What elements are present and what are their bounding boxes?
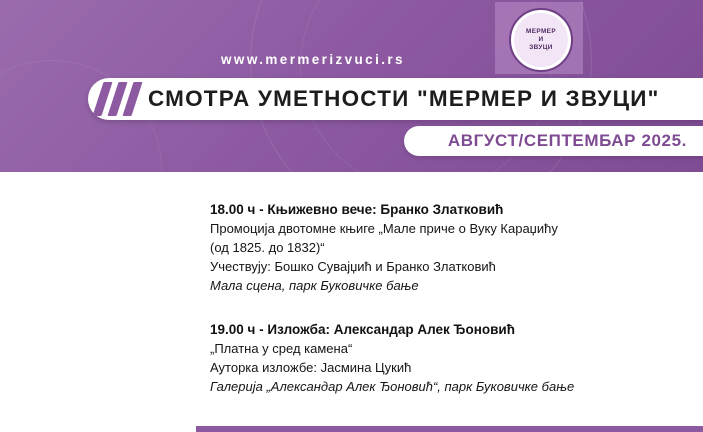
logo-emblem-icon: [509, 8, 573, 72]
program-line: 19.00 ч - Изложба: Александар Алек Ђоновић: [210, 322, 515, 337]
program-entry-date: 08. СЕПТЕМБАР: [40, 320, 150, 334]
program-separator: [36, 292, 162, 293]
program-line: (од 1825. до 1832)“: [210, 240, 325, 255]
slashes-decoration-icon: [96, 82, 152, 116]
program-entry-body: [210, 320, 680, 396]
logo-line-1: МЕРМЕР: [525, 28, 556, 35]
page-title: СМОТРА УМЕТНОСТИ "МЕРМЕР И ЗВУЦИ": [148, 86, 660, 111]
website-url[interactable]: www.mermerizvuci.rs: [221, 52, 405, 67]
program-line: Мала сцена, парк Буковичке бање: [210, 278, 419, 293]
program-entry-date: 04. СЕПТЕМБАР: [40, 200, 150, 214]
logo-line-2: И: [538, 36, 544, 43]
program-line: Галерија „Александар Алек Ђоновић“, парк Буковичке бање: [210, 379, 575, 394]
period-label: АВГУСТ/СЕПТЕМБАР 2025.: [447, 131, 687, 150]
festival-logo: [495, 2, 583, 74]
logo-line-3: ЗВУЦИ: [529, 44, 553, 51]
program-entry-body: [210, 200, 680, 295]
bottom-rule: [196, 426, 703, 432]
program-line: „Платна у сред камена“: [210, 341, 353, 356]
program-line: 18.00 ч - Књижевно вече: Бранко Златковић: [210, 202, 504, 217]
program-line: Ауторка изложбе: Јасмина Цукић: [210, 360, 412, 375]
program-line: Учествују: Бошко Сувајџић и Бранко Златковић: [210, 259, 496, 274]
program-line: Промоција двотомне књиге „Мале приче о Вуку Караџићу: [210, 221, 558, 236]
